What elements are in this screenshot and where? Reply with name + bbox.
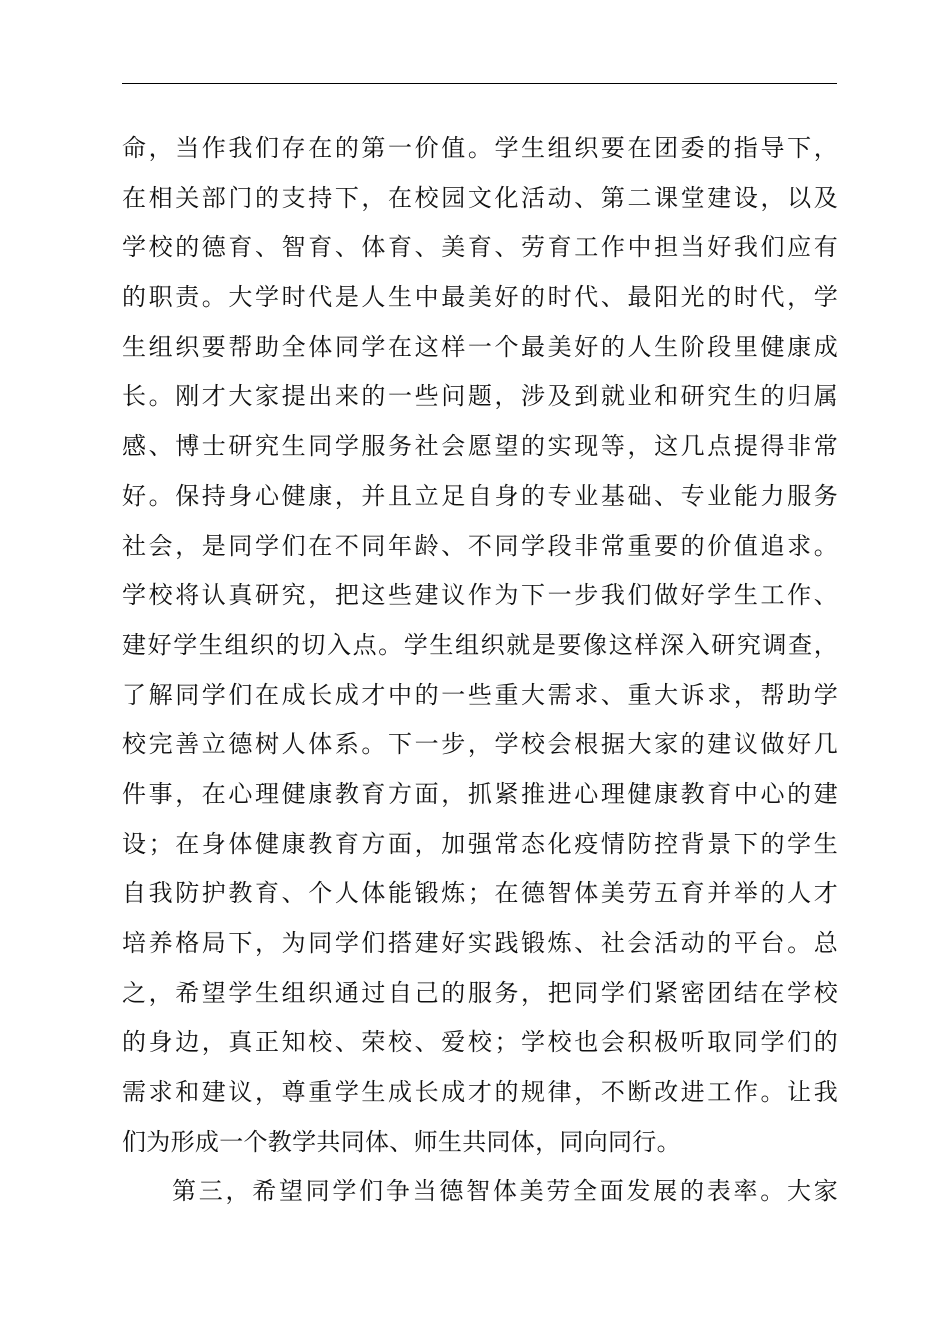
text-line: 在相关部门的支持下，在校园文化活动、第二课堂建设，以及 [122, 183, 838, 212]
text-line: 命，当作我们存在的第一价值。学生组织要在团委的指导下， [122, 134, 838, 162]
text-line: 社会，是同学们在不同年龄、不同学段非常重要的价值追求。 [122, 531, 838, 560]
text-line: 建好学生组织的切入点。学生组织就是要像这样深入研究调查， [122, 630, 838, 659]
text-line: 感、博士研究生同学服务社会愿望的实现等，这几点提得非常 [122, 432, 838, 461]
text-line: 件事，在心理健康教育方面，抓紧推进心理健康教育中心的建 [122, 779, 838, 808]
text-line: 校完善立德树人体系。下一步，学校会根据大家的建议做好几 [122, 730, 838, 759]
text-line: 的身边，真正知校、荣校、爱校；学校也会积极听取同学们的 [122, 1028, 838, 1057]
header-rule [122, 83, 837, 84]
text-line: 需求和建议，尊重学生成长成才的规律，不断改进工作。让我 [122, 1078, 838, 1107]
text-line: 学校的德育、智育、体育、美育、劳育工作中担当好我们应有 [122, 233, 838, 262]
text-line: 长。刚才大家提出来的一些问题，涉及到就业和研究生的归属 [122, 382, 838, 411]
body-text [122, 124, 838, 1217]
text-line: 自我防护教育、个人体能锻炼；在德智体美劳五育并举的人才 [122, 879, 838, 908]
text-line: 学校将认真研究，把这些建议作为下一步我们做好学生工作、 [122, 581, 838, 610]
text-line: 的职责。大学时代是人生中最美好的时代、最阳光的时代，学 [122, 283, 838, 312]
text-line: 培养格局下，为同学们搭建好实践锻炼、社会活动的平台。总 [122, 929, 838, 957]
text-line: 了解同学们在成长成才中的一些重大需求、重大诉求，帮助学 [122, 680, 838, 709]
text-line: 好。保持身心健康，并且立足自身的专业基础、专业能力服务 [122, 481, 838, 510]
paragraph-last-line: 们为形成一个教学共同体、师生共同体，同向同行。 [122, 1127, 681, 1156]
text-line: 之，希望学生组织通过自己的服务，把同学们紧密团结在学校 [122, 978, 838, 1007]
paragraph-first-line: 第三，希望同学们争当德智体美劳全面发展的表率。大家 [172, 1177, 838, 1206]
text-line: 生组织要帮助全体同学在这样一个最美好的人生阶段里健康成 [122, 332, 838, 361]
text-line: 设；在身体健康教育方面，加强常态化疫情防控背景下的学生 [122, 829, 838, 858]
